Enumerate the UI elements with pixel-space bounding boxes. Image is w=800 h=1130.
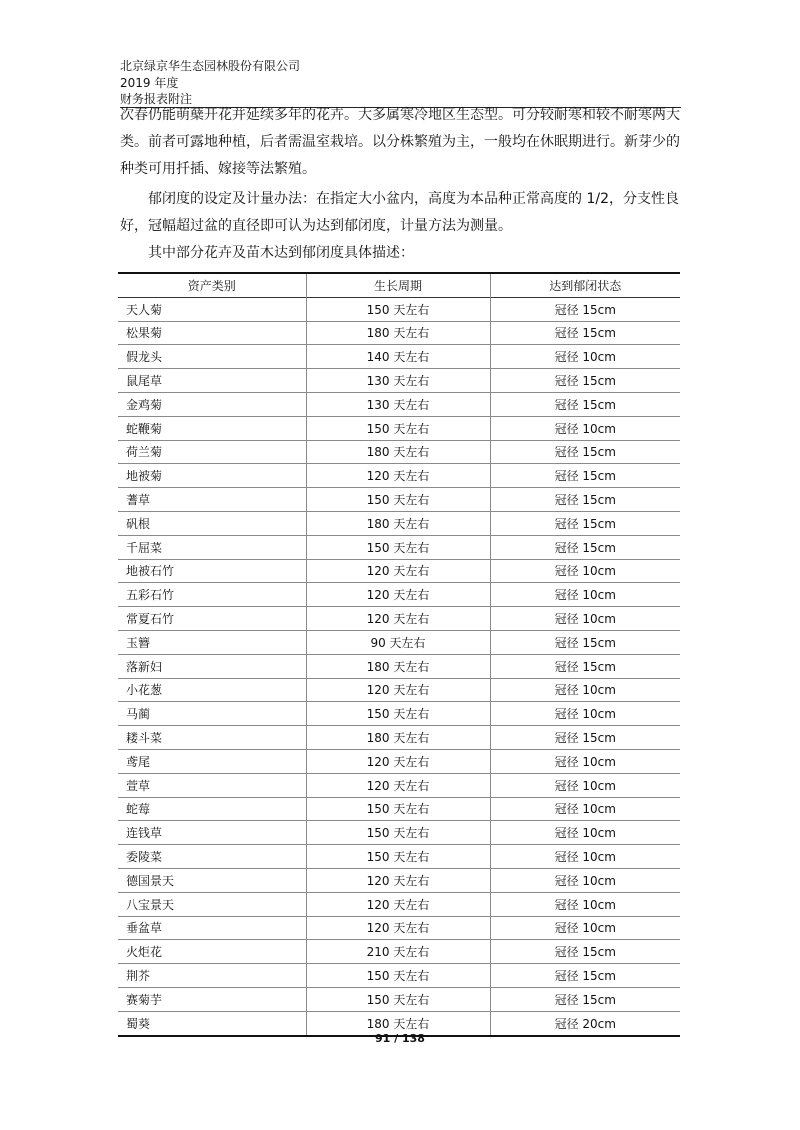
cell-closure-state: 冠径 10cm: [490, 583, 680, 607]
cell-asset-name: 蛇鞭菊: [126, 421, 163, 436]
cell-growth-cycle: 90 天左右: [306, 630, 490, 654]
cell-closure-state: 冠径 15cm: [490, 630, 680, 654]
table-row: [118, 654, 680, 678]
table-row: [118, 726, 680, 750]
table-row: [118, 868, 680, 892]
cell-closure-state: 冠径 10cm: [490, 892, 680, 916]
cell-asset-name: 五彩石竹: [126, 588, 175, 603]
cell-growth-cycle: 120 天左右: [306, 678, 490, 702]
cell-closure-state: 冠径 15cm: [490, 964, 680, 988]
cell-growth-cycle: 180 天左右: [306, 321, 490, 345]
cell-growth-cycle: 130 天左右: [306, 369, 490, 393]
cell-asset-name: 蓍草: [126, 493, 151, 508]
table-row: [118, 773, 680, 797]
cell-growth-cycle: 150 天左右: [306, 297, 490, 321]
cell-asset-name: 常夏石竹: [126, 612, 175, 627]
table-row: [118, 511, 680, 535]
header-closure-state: 达到郁闭状态: [490, 273, 680, 297]
cell-growth-cycle: 150 天左右: [306, 488, 490, 512]
page-header: [120, 58, 680, 108]
cell-closure-state: 冠径 10cm: [490, 702, 680, 726]
table-row: [118, 345, 680, 369]
cell-asset-name: 萱草: [126, 778, 151, 793]
table-row: [118, 369, 680, 393]
cell-growth-cycle: 210 天左右: [306, 940, 490, 964]
cell-closure-state: 冠径 15cm: [490, 987, 680, 1011]
paragraph-closure-method: 郁闭度的设定及计量办法：在指定大小盆内，高度为本品种正常高度的 1/2，分支性良好，冠幅超过盆的直径即可认为达到郁闭度，计量方法为测量。: [120, 191, 679, 234]
cell-closure-state: 冠径 15cm: [490, 654, 680, 678]
cell-growth-cycle: 180 天左右: [306, 726, 490, 750]
cell-asset-name: 德国景天: [126, 873, 175, 888]
cell-growth-cycle: 150 天左右: [306, 987, 490, 1011]
cell-closure-state: 冠径 15cm: [490, 535, 680, 559]
table-row: [118, 678, 680, 702]
cell-asset-name: 赛菊芋: [126, 992, 163, 1007]
cell-asset-name: 天人菊: [126, 302, 163, 317]
cell-growth-cycle: 120 天左右: [306, 559, 490, 583]
cell-asset-name: 荷兰菊: [126, 445, 163, 460]
cell-asset-name: 松果菊: [126, 326, 163, 341]
table-row: [118, 940, 680, 964]
header-asset-category: 资产类别: [187, 278, 236, 293]
company-name: 北京绿京华生态园林股份有限公司: [120, 59, 301, 73]
table-row: [118, 297, 680, 321]
table-row: [118, 535, 680, 559]
cell-closure-state: 冠径 15cm: [490, 488, 680, 512]
report-year: 2019 年度: [120, 75, 179, 90]
cell-growth-cycle: 120 天左右: [306, 749, 490, 773]
cell-growth-cycle: 180 天左右: [306, 654, 490, 678]
cell-closure-state: 冠径 15cm: [490, 726, 680, 750]
cell-growth-cycle: 130 天左右: [306, 392, 490, 416]
cell-growth-cycle: 150 天左右: [306, 702, 490, 726]
closure-table: [118, 272, 680, 1037]
cell-growth-cycle: 120 天左右: [306, 916, 490, 940]
cell-growth-cycle: 150 天左右: [306, 535, 490, 559]
cell-closure-state: 冠径 15cm: [490, 392, 680, 416]
cell-closure-state: 冠径 15cm: [490, 440, 680, 464]
cell-closure-state: 冠径 15cm: [490, 297, 680, 321]
cell-asset-name: 小花葱: [126, 683, 163, 698]
table-header-row: [118, 273, 680, 297]
table-row: [118, 797, 680, 821]
cell-growth-cycle: 150 天左右: [306, 845, 490, 869]
table-row: [118, 464, 680, 488]
cell-growth-cycle: 120 天左右: [306, 607, 490, 631]
cell-closure-state: 冠径 10cm: [490, 345, 680, 369]
table-row: [118, 987, 680, 1011]
cell-closure-state: 冠径 15cm: [490, 369, 680, 393]
cell-asset-name: 矾根: [126, 516, 151, 531]
cell-growth-cycle: 140 天左右: [306, 345, 490, 369]
table-row: [118, 916, 680, 940]
cell-closure-state: 冠径 10cm: [490, 559, 680, 583]
table-row: [118, 440, 680, 464]
cell-asset-name: 八宝景天: [126, 897, 175, 912]
cell-closure-state: 冠径 15cm: [490, 321, 680, 345]
table-row: [118, 392, 680, 416]
cell-closure-state: 冠径 15cm: [490, 940, 680, 964]
cell-closure-state: 冠径 10cm: [490, 821, 680, 845]
table-row: [118, 321, 680, 345]
table-row: [118, 702, 680, 726]
cell-asset-name: 地被石竹: [126, 564, 175, 579]
cell-growth-cycle: 150 天左右: [306, 821, 490, 845]
cell-asset-name: 地被菊: [126, 469, 163, 484]
page-number: 91 / 138: [375, 1032, 425, 1045]
cell-asset-name: 鸢尾: [126, 754, 151, 769]
table-body: [118, 297, 680, 1035]
cell-closure-state: 冠径 10cm: [490, 916, 680, 940]
cell-closure-state: 冠径 10cm: [490, 845, 680, 869]
cell-closure-state: 冠径 10cm: [490, 868, 680, 892]
table-row: [118, 559, 680, 583]
cell-asset-name: 金鸡菊: [126, 397, 163, 412]
cell-growth-cycle: 120 天左右: [306, 868, 490, 892]
table-row: [118, 607, 680, 631]
cell-asset-name: 假龙头: [126, 350, 163, 365]
cell-growth-cycle: 180 天左右: [306, 511, 490, 535]
table-row: [118, 964, 680, 988]
cell-closure-state: 冠径 10cm: [490, 749, 680, 773]
cell-asset-name: 鼠尾草: [126, 374, 163, 389]
cell-asset-name: 火炬花: [126, 945, 163, 960]
cell-growth-cycle: 150 天左右: [306, 964, 490, 988]
cell-growth-cycle: 120 天左右: [306, 892, 490, 916]
cell-asset-name: 落新妇: [126, 659, 163, 674]
cell-growth-cycle: 150 天左右: [306, 416, 490, 440]
cell-growth-cycle: 120 天左右: [306, 773, 490, 797]
cell-asset-name: 千屈菜: [126, 540, 163, 555]
cell-asset-name: 委陵菜: [126, 850, 163, 865]
cell-growth-cycle: 180 天左右: [306, 1011, 490, 1035]
paragraph-description: 次春仍能萌蘖开花并延续多年的花卉。大多属寒冷地区生态型。可分较耐寒和较不耐寒两大类。前者可露地种植，后者需温室栽培。以分株繁殖为主，一般均在休眠期进行。新芽少的种类可用扦插、嫁接等法繁殖。: [120, 107, 680, 177]
paragraph-table-intro: 其中部分花卉及苗木达到郁闭度具体描述：: [148, 245, 414, 261]
table-row: [118, 416, 680, 440]
table-row: [118, 583, 680, 607]
report-section: 财务报表附注: [120, 92, 193, 106]
cell-asset-name: 蛇莓: [126, 802, 151, 817]
cell-closure-state: 冠径 20cm: [490, 1011, 680, 1035]
cell-closure-state: 冠径 10cm: [490, 416, 680, 440]
cell-asset-name: 蜀葵: [126, 1016, 151, 1031]
cell-growth-cycle: 120 天左右: [306, 464, 490, 488]
cell-closure-state: 冠径 10cm: [490, 773, 680, 797]
cell-asset-name: 荆芥: [126, 969, 151, 983]
table-row: [118, 892, 680, 916]
cell-growth-cycle: 180 天左右: [306, 440, 490, 464]
cell-growth-cycle: 120 天左右: [306, 583, 490, 607]
table-row: [118, 630, 680, 654]
cell-asset-name: 垂盆草: [126, 921, 163, 936]
header-growth-cycle: 生长周期: [306, 273, 490, 297]
cell-closure-state: 冠径 10cm: [490, 607, 680, 631]
table-row: [118, 749, 680, 773]
cell-asset-name: 玉簪: [126, 635, 151, 650]
cell-closure-state: 冠径 10cm: [490, 797, 680, 821]
cell-growth-cycle: 150 天左右: [306, 797, 490, 821]
table-row: [118, 488, 680, 512]
cell-closure-state: 冠径 10cm: [490, 678, 680, 702]
cell-closure-state: 冠径 15cm: [490, 511, 680, 535]
cell-asset-name: 马蔺: [126, 707, 151, 722]
cell-asset-name: 连钱草: [126, 826, 163, 841]
cell-asset-name: 耧斗菜: [126, 731, 163, 746]
table-row: [118, 821, 680, 845]
table-row: [118, 845, 680, 869]
cell-closure-state: 冠径 15cm: [490, 464, 680, 488]
